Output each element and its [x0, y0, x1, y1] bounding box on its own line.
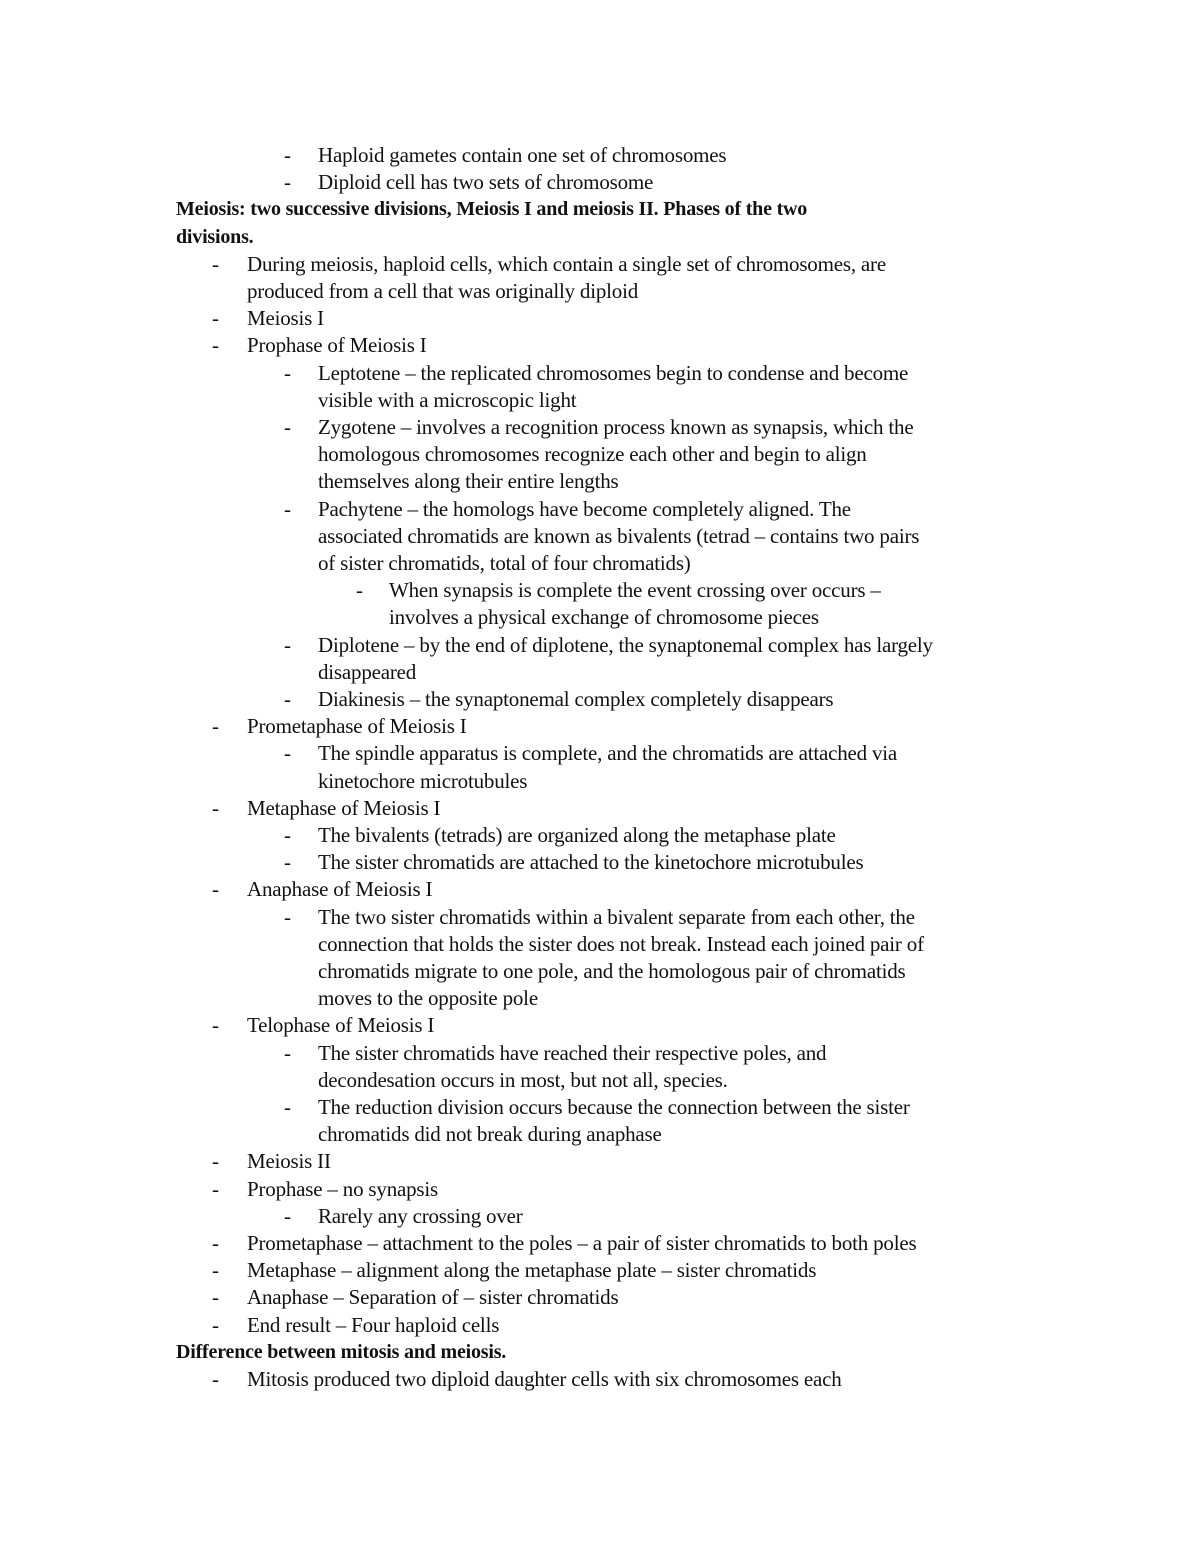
- list-bullet: -: [212, 1258, 219, 1283]
- list-item: Prophase – no synapsis: [247, 1176, 439, 1201]
- list-bullet: -: [212, 795, 219, 820]
- list-item: Zygotene – involves a recognition process known as synapsis, which the: [318, 415, 914, 439]
- list-item: Telophase of Meiosis I: [247, 1013, 435, 1038]
- list-bullet: -: [284, 415, 291, 439]
- list-bullet: -: [212, 333, 219, 358]
- list-item: Haploid gametes contain one set of chromosomes: [318, 143, 727, 167]
- list-item: Rarely any crossing over: [318, 1203, 523, 1228]
- list-item-continuation: visible with a microscopic light: [318, 387, 577, 412]
- list-item-continuation: produced from a cell that was originally diploid: [247, 279, 639, 303]
- list-bullet: -: [284, 170, 291, 195]
- list-item-continuation: moves to the opposite pole: [318, 986, 538, 1011]
- list-bullet: -: [356, 578, 363, 603]
- list-item-continuation: decondesation occurs in most, but not all, species.: [318, 1067, 728, 1092]
- list-item: Pachytene – the homologs have become completely aligned. The: [318, 496, 851, 521]
- list-item-continuation: kinetochore microtubules: [318, 768, 528, 793]
- list-bullet: -: [212, 1367, 219, 1391]
- list-bullet: -: [212, 1013, 219, 1038]
- list-bullet: -: [212, 306, 219, 331]
- list-item: Metaphase – alignment along the metaphase plate – sister chromatids: [247, 1258, 817, 1283]
- list-item: The two sister chromatids within a bivalent separate from each other, the: [318, 904, 915, 929]
- list-item: Anaphase of Meiosis I: [247, 877, 433, 902]
- list-item: Prometaphase – attachment to the poles – a pair of sister chromatids to both poles: [247, 1231, 917, 1255]
- list-bullet: -: [284, 687, 291, 711]
- list-bullet: -: [284, 360, 291, 385]
- list-item-continuation: connection that holds the sister does not break. Instead each joined pair of: [318, 931, 924, 956]
- list-item: Anaphase – Separation of – sister chromatids: [247, 1285, 619, 1310]
- list-bullet: -: [284, 143, 291, 167]
- list-bullet: -: [284, 904, 291, 929]
- list-bullet: -: [212, 1312, 219, 1337]
- list-bullet: -: [212, 1285, 219, 1310]
- list-item: Meiosis II: [247, 1149, 331, 1174]
- list-item-continuation: chromatids did not break during anaphase: [318, 1122, 662, 1147]
- list-bullet: -: [212, 251, 219, 276]
- list-bullet: -: [284, 1203, 291, 1228]
- list-bullet: -: [284, 823, 291, 847]
- list-item-continuation: homologous chromosomes recognize each other and begin to align: [318, 442, 867, 467]
- list-item: Meiosis I: [247, 306, 324, 331]
- list-item-continuation: of sister chromatids, total of four chromatids): [318, 551, 691, 575]
- list-item: Metaphase of Meiosis I: [247, 795, 441, 820]
- list-bullet: -: [284, 850, 291, 875]
- list-bullet: -: [284, 496, 291, 521]
- section-heading: divisions.: [176, 225, 254, 248]
- section-heading: Meiosis: two successive divisions, Meiosis I and meiosis II. Phases of the two: [176, 198, 808, 221]
- list-item: The sister chromatids have reached their respective poles, and: [318, 1040, 827, 1065]
- list-bullet: -: [284, 741, 291, 766]
- list-item-continuation: chromatids migrate to one pole, and the homologous pair of chromatids: [318, 959, 906, 983]
- list-item: When synapsis is complete the event crossing over occurs –: [389, 578, 881, 603]
- list-item-continuation: associated chromatids are known as bivalents (tetrad – contains two pairs: [318, 523, 920, 548]
- section-heading: Difference between mitosis and meiosis.: [176, 1340, 507, 1363]
- list-item: Diplotene – by the end of diplotene, the synaptonemal complex has largely: [318, 632, 933, 657]
- list-item: Leptotene – the replicated chromosomes begin to condense and become: [318, 360, 909, 385]
- list-item: The sister chromatids are attached to the kinetochore microtubules: [318, 850, 864, 875]
- list-bullet: -: [212, 1149, 219, 1174]
- list-item: Mitosis produced two diploid daughter cells with six chromosomes each: [247, 1367, 842, 1391]
- list-item-continuation: involves a physical exchange of chromosome pieces: [389, 605, 819, 630]
- list-bullet: -: [212, 714, 219, 739]
- list-item: Diploid cell has two sets of chromosome: [318, 170, 654, 195]
- list-item: Prophase of Meiosis I: [247, 333, 427, 358]
- list-bullet: -: [284, 1040, 291, 1065]
- list-item-continuation: themselves along their entire lengths: [318, 469, 619, 494]
- list-item: Diakinesis – the synaptonemal complex completely disappears: [318, 687, 834, 711]
- list-bullet: -: [284, 1095, 291, 1119]
- list-bullet: -: [284, 632, 291, 657]
- list-item: The spindle apparatus is complete, and the chromatids are attached via: [318, 741, 898, 766]
- list-item: Prometaphase of Meiosis I: [247, 714, 467, 739]
- list-bullet: -: [212, 877, 219, 902]
- list-item: End result – Four haploid cells: [247, 1312, 500, 1337]
- list-item: The bivalents (tetrads) are organized along the metaphase plate: [318, 823, 836, 847]
- list-item: During meiosis, haploid cells, which contain a single set of chromosomes, are: [247, 251, 886, 276]
- list-bullet: -: [212, 1231, 219, 1255]
- list-bullet: -: [212, 1176, 219, 1201]
- list-item-continuation: disappeared: [318, 659, 417, 684]
- list-item: The reduction division occurs because the connection between the sister: [318, 1095, 910, 1119]
